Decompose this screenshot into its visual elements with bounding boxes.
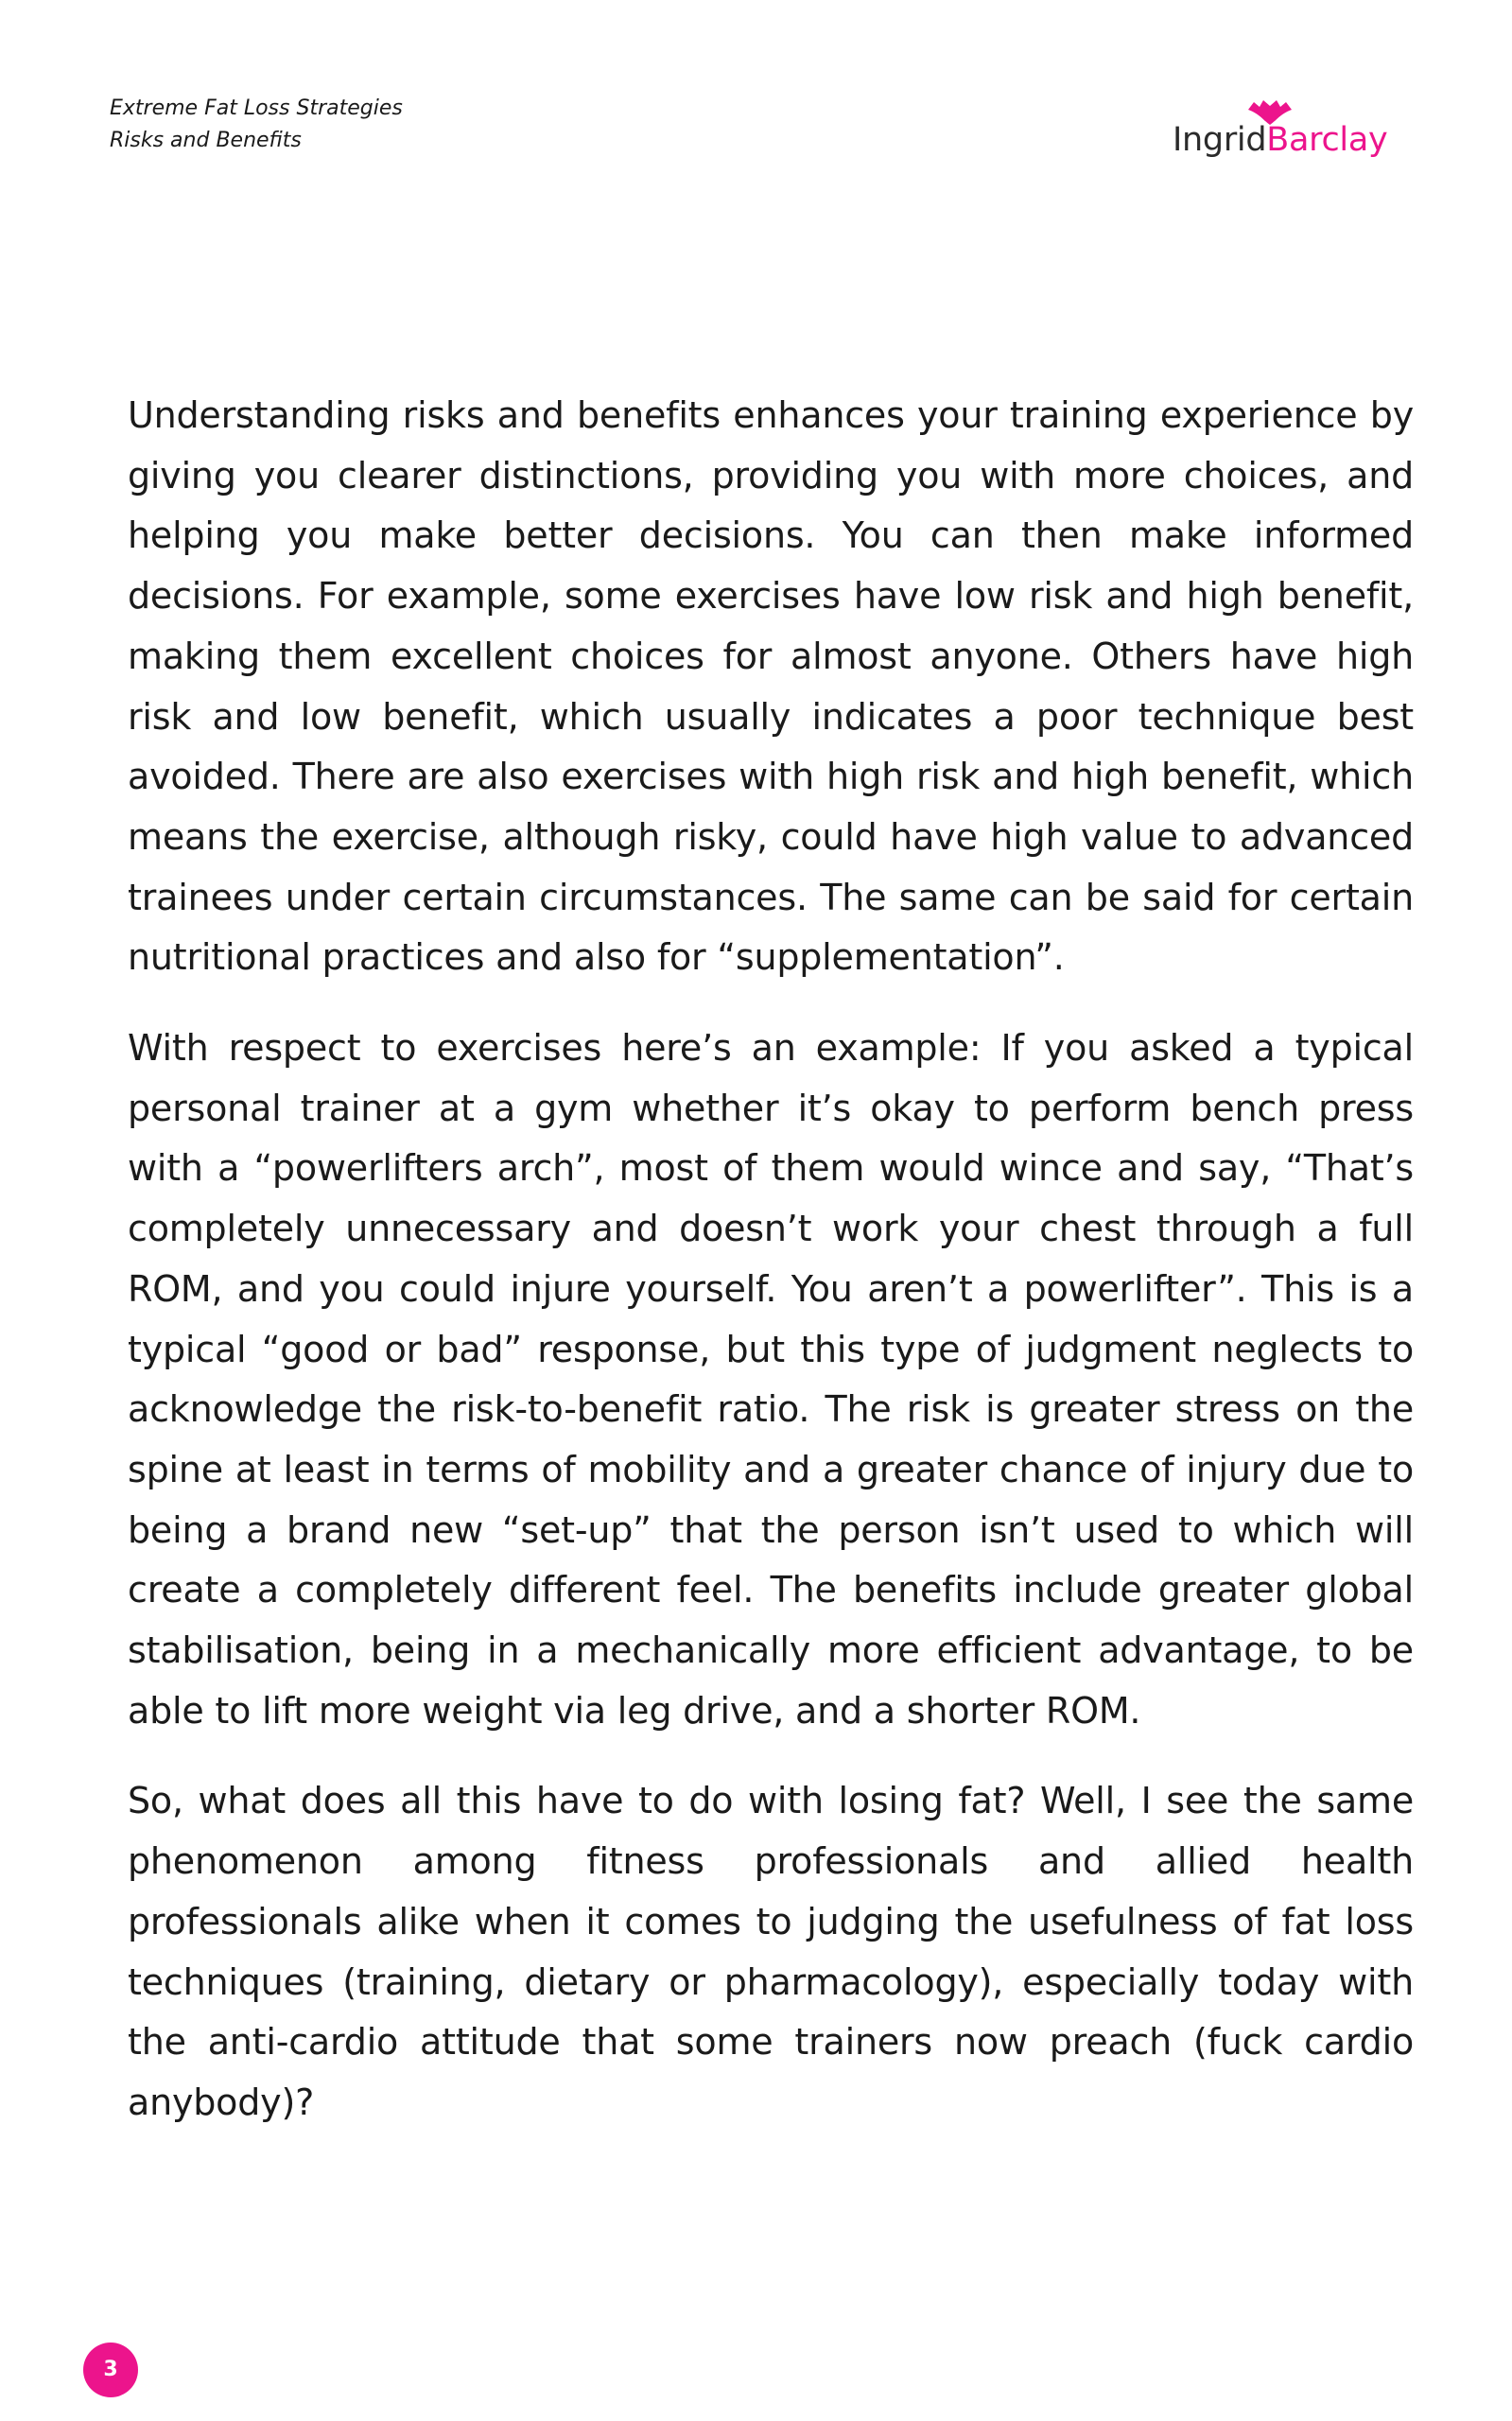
running-header: [110, 93, 403, 157]
page-number-badge: 3: [83, 2343, 138, 2397]
paragraph: Understanding risks and benefits enhances your training experience by giving you clearer distinctions, providing you with more choices, and helping you make better decisions. You can then make informed decisions. For example, some exercises have low risk and high benefit, making them excellent choices for almost anyone. Others have high risk and low benefit, which usually indicates a poor technique best avoided. There are also exercises with high risk and high benefit, which means the exercise, although risky, could have high value to advanced trainees under certain circumstances. The same can be said for certain nutritional practices and also for “supplementation”.: [128, 394, 1414, 979]
document-title: Extreme Fat Loss Strategies: [110, 96, 403, 120]
brand-logo: [1173, 98, 1399, 165]
logo-first-name: Ingrid: [1173, 121, 1267, 159]
main-content: [128, 386, 1414, 2164]
section-title: Risks and Benefits: [110, 129, 302, 152]
logo-wordmark: [1173, 121, 1387, 159]
logo-last-name: Barclay: [1266, 121, 1388, 159]
paragraph: So, what does all this have to do with losing fat? Well, I see the same phenomenon among fitness professionals and allied health professionals alike when it comes to judging the usefulness of fat loss techniques (training, dietary or pharmacology), especially today with the anti-cardio attitude that some trainers now preach (fuck cardio anybody)?: [128, 1780, 1414, 2123]
paragraph: With respect to exercises here’s an example: If you asked a typical personal trainer at a gym whether it’s okay to perform bench press with a “powerlifters arch”, most of them would wince and say, “That’s completely unnecessary and doesn’t work your chest through a full ROM, and you could injure yourself. You aren’t a powerlifter”. This is a typical “good or bad” response, but this type of judgment neglects to acknowledge the risk-to-benefit ratio. The risk is greater stress on the spine at least in terms of mobility and a greater chance of injury due to being a brand new “set-up” that the person isn’t used to which will create a completely different feel. The benefits include greater global stabilisation, being in a mechanically more efficient advantage, to be able to lift more weight via leg drive, and a shorter ROM.: [128, 1027, 1414, 1732]
